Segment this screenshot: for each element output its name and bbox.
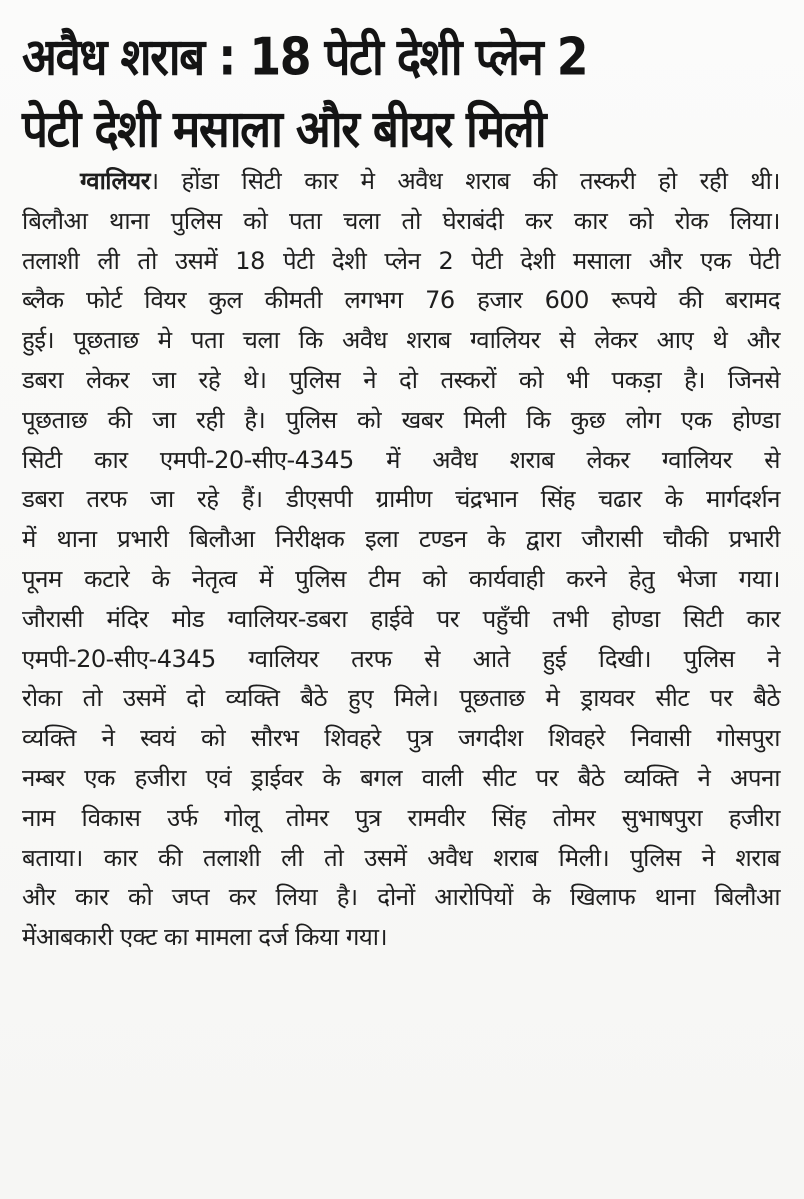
body-line: और कार को जप्त कर लिया है। दोनों आरोपियों के खिलाफ थाना बिलौआ [22,883,780,912]
body-line: में थाना प्रभारी बिलौआ निरीक्षक इला टण्डन के द्वारा जौरासी चौकी प्रभारी [22,525,780,554]
body-line: डबरा लेकर जा रहे थे। पुलिस ने दो तस्करों को भी पकड़ा है। जिनसे [22,365,780,394]
body-line-last: मेंआबकारी एक्ट का मामला दर्ज किया गया। [22,923,388,952]
body-line-first [22,162,780,202]
first-line-text: । होंडा सिटी कार मे अवैध शराब की तस्करी हो रही थी। [150,167,780,195]
headline [22,22,786,165]
body-line: व्यक्ति ने स्वयं को सौरभ शिवहरे पुत्र जगदीश शिवहरे निवासी गोसपुरा [22,724,780,753]
body-line: पूनम कटारे के नेतृत्व में पुलिस टीम को कार्यवाही करने हेतु भेजा गया। [22,564,780,593]
body-line: तलाशी ली तो उसमें 18 पेटी देशी प्लेन 2 पेटी देशी मसाला और एक पेटी [22,246,780,275]
headline-line-2: पेटी देशी मसाला और बीयर मिली [22,99,546,159]
body-line: सिटी कार एमपी-20-सीए-4345 में अवैध शराब लेकर ग्वालियर से [22,445,780,474]
body-line: नाम विकास उर्फ गोलू तोमर पुत्र रामवीर सिंह तोमर सुभाषपुरा हजीरा [22,803,780,832]
body-line: नम्बर एक हजीरा एवं ड्राईवर के बगल वाली सीट पर बैठे व्यक्ति ने अपना [22,763,780,792]
body-line: पूछताछ की जा रही है। पुलिस को खबर मिली कि कुछ लोग एक होण्डा [22,405,780,434]
body-line: रोका तो उसमें दो व्यक्ति बैठे हुए मिले। पूछताछ मे ड्रायवर सीट पर बैठे [22,684,780,713]
body-line: बताया। कार की तलाशी ली तो उसमें अवैध शराब मिली। पुलिस ने शराब [22,843,780,872]
body-line: बिलौआ थाना पुलिस को पता चला तो घेराबंदी कर कार को रोक लिया। [22,206,780,235]
body-line: ब्लैक फोर्ट वियर कुल कीमती लगभग 76 हजार 600 रूपये की बरामद [22,286,780,315]
body-line: जौरासी मंदिर मोड ग्वालियर-डबरा हाईवे पर पहुँची तभी होण्डा सिटी कार [22,604,780,633]
body-line: एमपी-20-सीए-4345 ग्वालियर तरफ से आते हुई दिखी। पुलिस ने [22,644,780,673]
article-body [22,162,786,958]
body-line: हुई। पूछताछ मे पता चला कि अवैध शराब ग्वालियर से लेकर आए थे और [22,326,780,355]
headline-line-1: अवैध शराब : 18 पेटी देशी प्लेन 2 [22,27,588,87]
body-line: डबरा तरफ जा रहे हैं। डीएसपी ग्रामीण चंद्रभान सिंह चढार के मार्गदर्शन [22,485,780,514]
dateline: ग्वालियर [80,167,151,195]
